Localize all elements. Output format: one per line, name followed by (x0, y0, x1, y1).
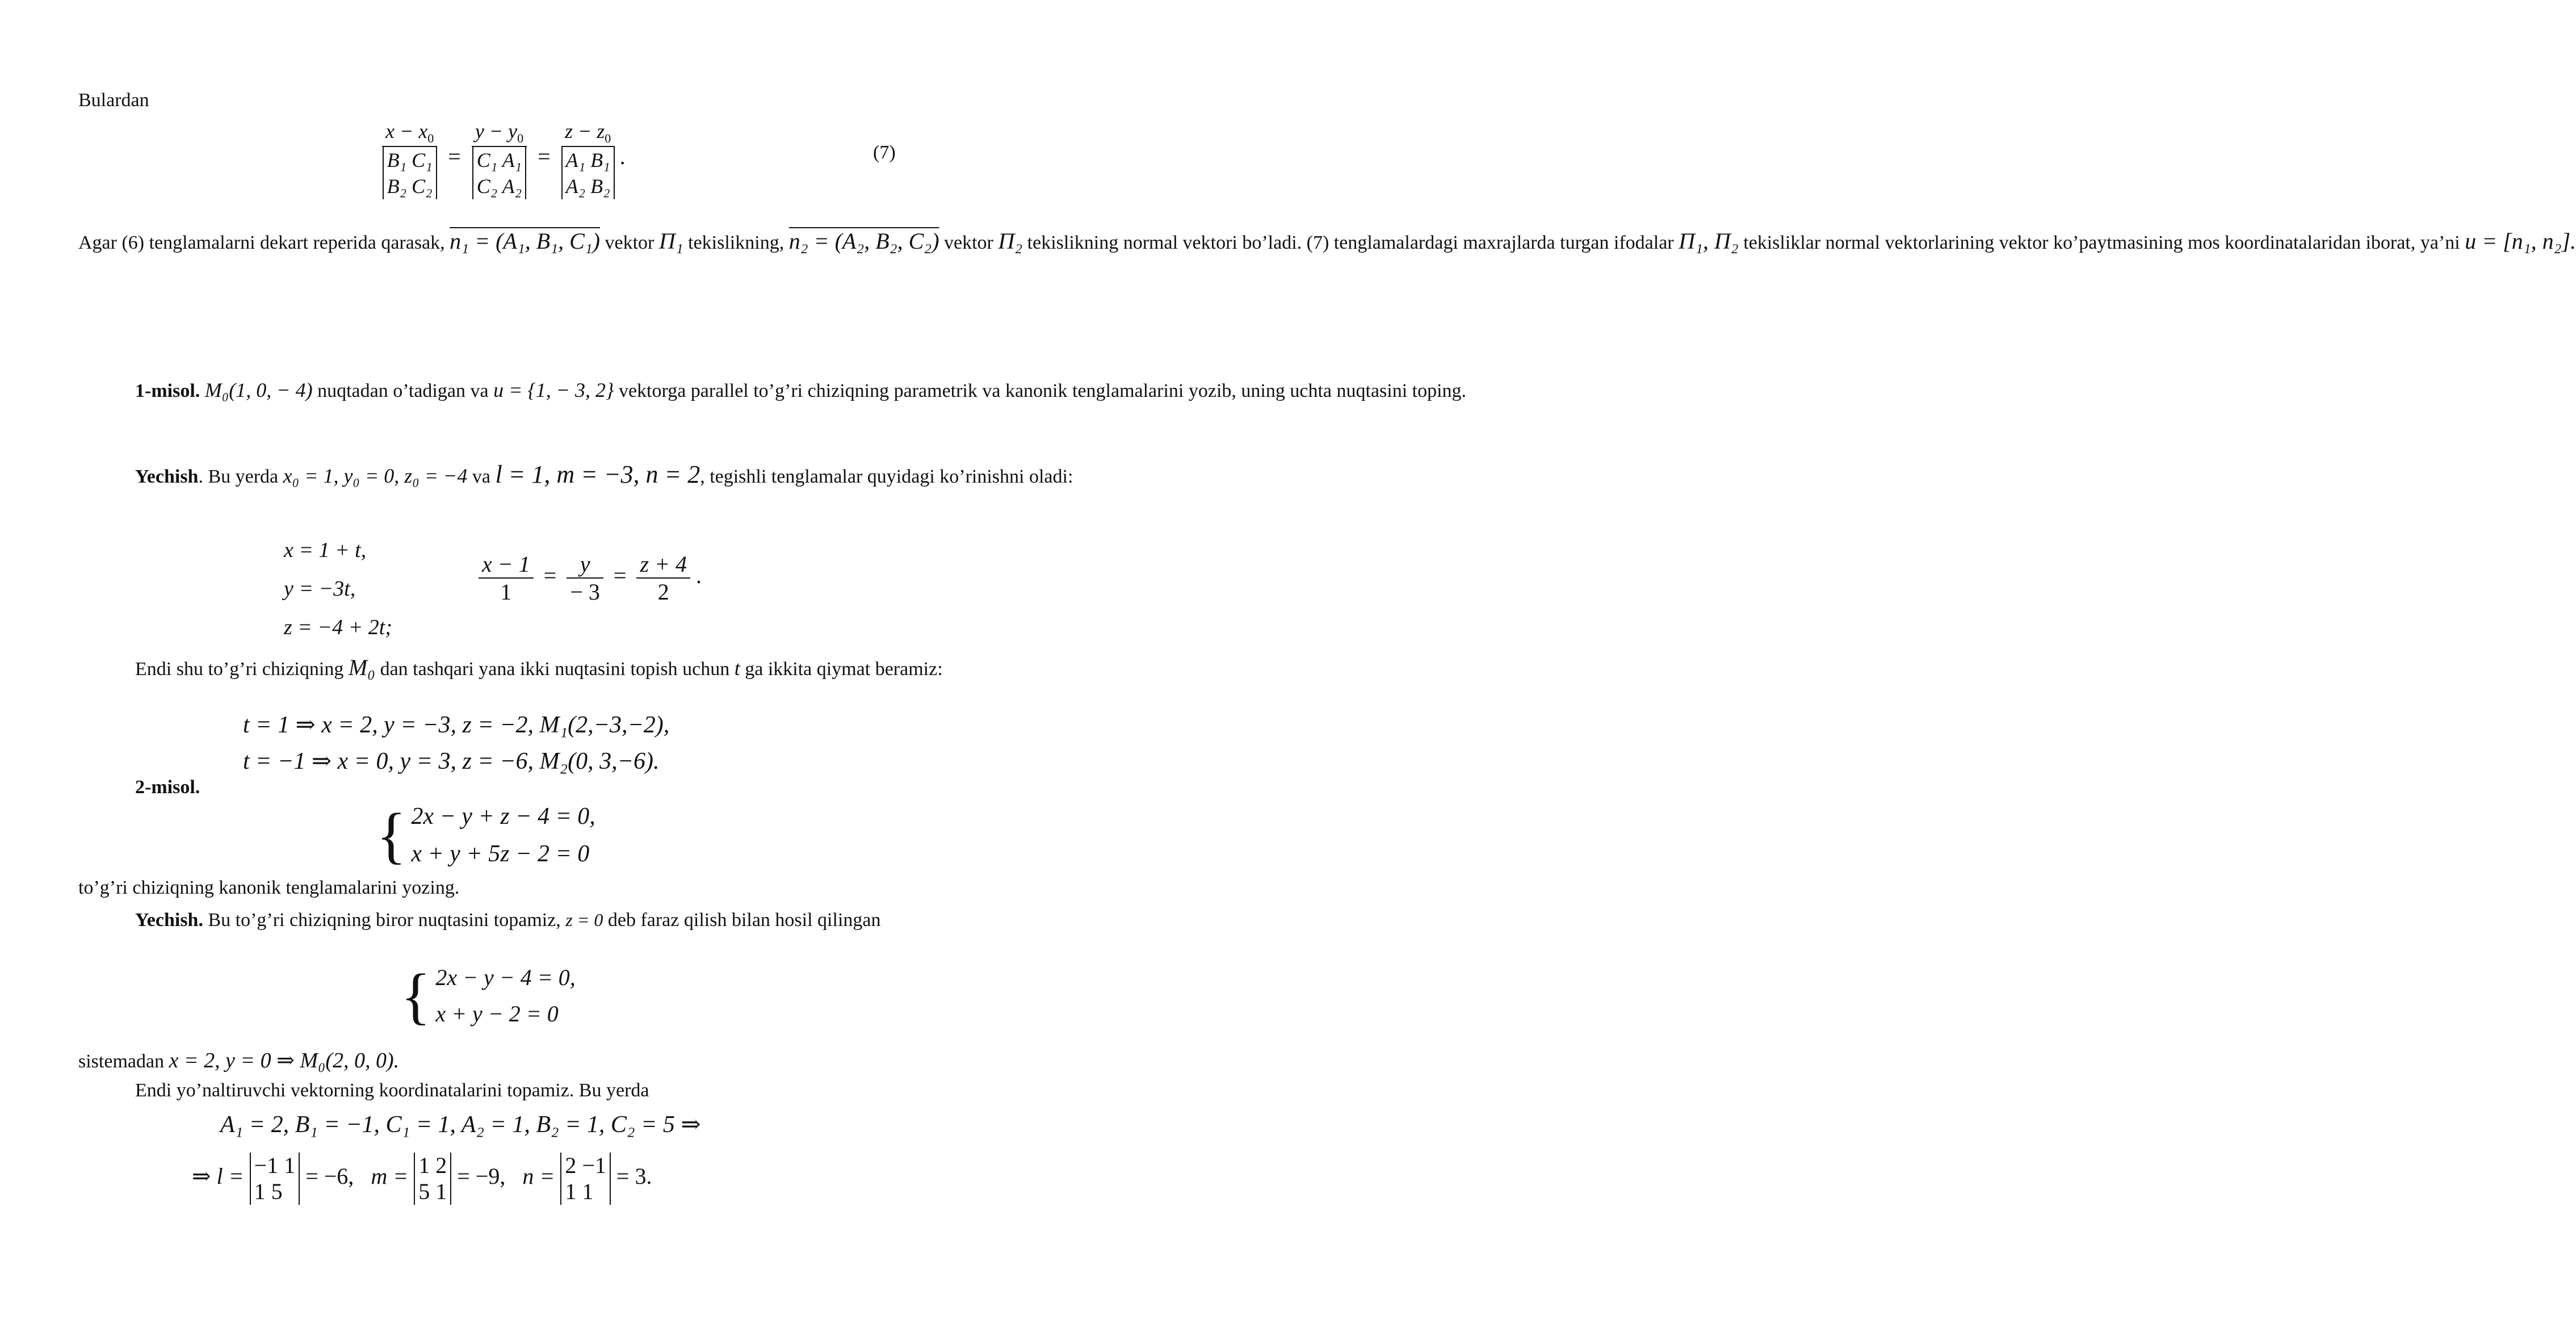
pi2-symbol: Π₂ (998, 228, 1023, 254)
intro-word: Bulardan (78, 90, 149, 111)
system-brace-2: { (401, 961, 431, 1030)
parametric-equations (284, 531, 392, 647)
pi1-symbol: Π₁ (658, 228, 683, 254)
points-m1-m2 (243, 707, 669, 780)
equation-7-label: (7) (873, 142, 896, 163)
example-2-title: 2-misol. (135, 777, 200, 798)
param-y: y = −3t, (284, 577, 356, 601)
solution-2-system: { 2x − y − 4 = 0, x + y − 2 = 0 (401, 961, 576, 1030)
normal-vector-paragraph: Agar (6) tenglamalarni dekart reperida qarasak, n₁ = (A₁, B₁, C₁) vektor Π₁ tekislikning, n₂ = (A₂, B₂, C₂) vektor Π₂ tekislikning normal vektori bo’ladi. (7) tenglamalardagi maxrajlarda turgan ifodalar Π₁, Π₂ tekisliklar normal vektorlarining vektor ko’paytmasining mos koordinatalaridan iborat, ya’ni u = [n₁, n₂]. (78, 228, 2576, 254)
solution-1-title: Yechish (135, 466, 199, 487)
coefficients-line: A₁ = 2, B₁ = −1, C₁ = 1, A₂ = 1, B₂ = 1, C₂ = 5 ⇒ (220, 1112, 701, 1138)
eq7-fraction-3: $z - z_0$ A₁ B₁ A₂ B₂ (561, 119, 615, 199)
system-brace: { (376, 801, 406, 870)
canonical-equations: $\frac{x - 1}{1}$ = $\frac{y}{- 3}$ = $\frac{z + 4}{2}$ . (479, 551, 702, 605)
vector-u: u = {1, − 3, 2} (493, 379, 614, 401)
equation-7: $x - x_0$ B₁ C₁ B₂ C₂ = $y - y_0$ C₁ A₁ C₂ A₂ = $z - z_0$ A₁ B₁ A₂ B₂ . (382, 119, 626, 199)
solution-2: Yechish. Bu to’g’ri chiziqning biror nuqtasini topamiz, z = 0 deb faraz qilish bilan hosil qilingan (135, 910, 881, 931)
example-1: 1-misol. M₀(1, 0, − 4) nuqtadan o’tadigan va u = {1, − 3, 2} vektorga parallel to’g’ri chiziqning parametrik va kanonik tenglamalarini yozib, uning uchta nuqtasini toping. (135, 379, 1467, 401)
eq7-fraction-2: $y - y_0$ C₁ A₁ C₂ A₂ (472, 119, 527, 199)
determinants-line: ⇒ l = −1 1 1 5 = −6, m = 1 2 5 1 = −9, n = 2 −1 1 1 = 3. (192, 1153, 652, 1204)
point-m1: t = 1 ⇒ x = 2, y = −3, z = −2, M₁(2,−3,−2), (243, 712, 670, 738)
n2-expression: n₂ = (A₂, B₂, C₂) (788, 228, 939, 254)
example-2-system: { 2x − y + z − 4 = 0, x + y + 5z − 2 = 0 (376, 801, 595, 870)
system-result-line: sistemadan x = 2, y = 0 ⇒ M₀(2, 0, 0). (78, 1049, 400, 1073)
param-x: x = 1 + t, (284, 538, 367, 562)
param-z: z = −4 + 2t; (284, 615, 392, 639)
n1-expression: n₁ = (A₁, B₁, C₁) (450, 228, 600, 254)
direction-vector-text: Endi yo’naltiruvchi vektorning koordinatalarini topamiz. Bu yerda (135, 1080, 649, 1101)
solution-1: Yechish. Bu yerda x₀ = 1, y₀ = 0, z₀ = −4 va l = 1, m = −3, n = 2, tegishli tenglamalar quyidagi ko’rinishni oladi: (135, 460, 1073, 488)
point-m2: t = −1 ⇒ x = 0, y = 3, z = −6, M₂(0, 3,−6). (243, 748, 660, 774)
u-cross-product: u = [n₁, n₂]. (2465, 228, 2576, 254)
point-m0: M₀(1, 0, − 4) (204, 379, 313, 401)
example-2-task: to’g’ri chiziqning kanonik tenglamalarini yozing. (78, 877, 460, 898)
two-points-text: Endi shu to’g’ri chiziqning M₀ dan tashqari yana ikki nuqtasini topish uchun t ga ikkita qiymat beramiz: (135, 655, 943, 680)
example-1-title: 1-misol. (135, 380, 200, 401)
solution-2-title: Yechish. (135, 910, 203, 931)
eq7-fraction-1: $x - x_0$ B₁ C₁ B₂ C₂ (382, 119, 437, 199)
pi12-symbols: Π₁, Π₂ (1679, 228, 1739, 254)
